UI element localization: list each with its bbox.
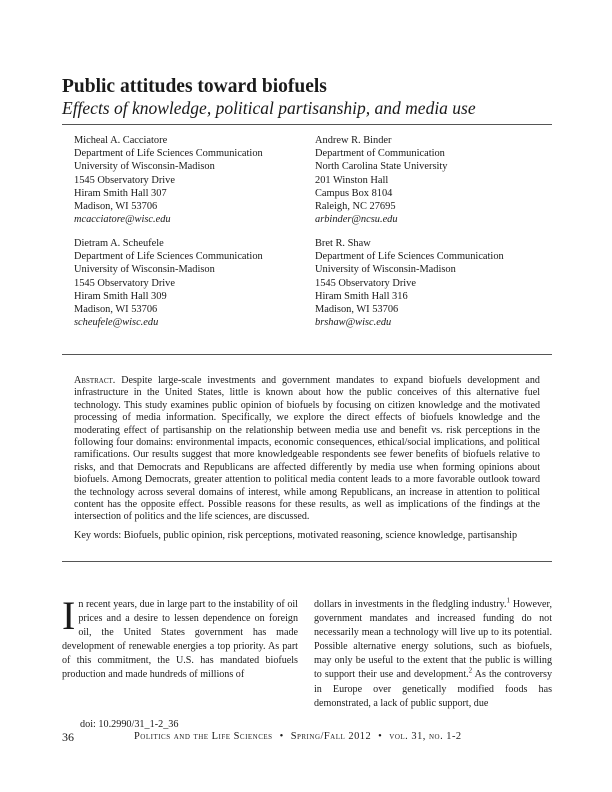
abstract: [74, 375, 540, 524]
author-name: Bret R. Shaw: [315, 238, 371, 249]
author-block: [74, 237, 263, 329]
abstract-top-rule: [62, 354, 552, 355]
author-name: Micheal A. Cacciatore: [74, 135, 168, 146]
keywords: Key words: Biofuels, public opinion, risk perceptions, motivated reasoning, science knowledge, partisanship: [74, 530, 518, 541]
body-text: As the controversy in Europe over genetically modified foods has demonstrated, a lack of public support, due: [314, 669, 553, 709]
author-affiliation-line: Hiram Smith Hall 307: [74, 187, 167, 199]
author-affiliation-line: 1545 Observatory Drive: [74, 277, 175, 289]
abstract-bottom-rule: [62, 561, 552, 562]
author-block: [74, 134, 263, 226]
author-affiliation-line: Raleigh, NC 27695: [315, 201, 396, 213]
author-affiliation-line: Campus Box 8104: [315, 187, 393, 199]
author-email[interactable]: brshaw@wisc.edu: [315, 317, 392, 329]
author-affiliation-line: Department of Life Sciences Communication: [74, 148, 263, 160]
author-name: Andrew R. Binder: [315, 135, 392, 146]
author-affiliation-line: Madison, WI 53706: [315, 304, 399, 316]
author-name: Dietram A. Scheufele: [74, 238, 164, 249]
abstract-text: Despite large-scale investments and government mandates to expand biofuels development and infrastructure in the United States, little is known about how the public conceives of this alternative fuel technology. This study examines public opinion of biofuels by focusing on citizen knowledge and the motivated processing of media information. Specifically, we explore the direct effects of biofuels knowledge and the moderating effect of partisanship on the relationship between media use and benefit vs. risk perceptions in the following four domains: environmental impacts, economic consequences, ethical/social implications, and political ramifications. Our results suggest that more knowledgeable respondents see fewer benefits of biofuels relative to risks, and that Democrats and Republicans are affected differently by media use when forming opinions about biofuels. Among Democrats, greater attention to political media content leads to a more favorable outlook toward the technology across several domains of interest, while among Republicans, an increase in attention to political content has the opposite effect. Possible reasons for these results, as well as implications of the findings at the intersection of politics and the life sciences, are discussed.: [74, 375, 540, 523]
doi[interactable]: doi: 10.2990/31_1-2_36: [80, 719, 179, 730]
bullet-separator: •: [279, 731, 284, 742]
page-number: 36: [62, 730, 74, 744]
author-affiliation-line: Madison, WI 53706: [74, 304, 158, 316]
bullet-separator: •: [378, 731, 383, 742]
author-affiliation-line: Department of Communication: [315, 148, 445, 160]
author-affiliation-line: Hiram Smith Hall 309: [74, 290, 167, 302]
author-block: [315, 237, 504, 329]
body-column-left: [62, 593, 298, 683]
drop-cap: I: [62, 593, 76, 638]
article-title: Public attitudes toward biofuels: [62, 76, 327, 97]
issue-date: Spring/Fall 2012: [290, 731, 372, 742]
footnote-marker[interactable]: 1: [506, 596, 510, 605]
author-affiliation-line: University of Wisconsin-Madison: [315, 264, 456, 276]
author-block: [315, 134, 447, 226]
body-text: dollars in investments in the fledgling industry.: [314, 599, 507, 610]
body-column-right: [314, 598, 552, 711]
author-affiliation-line: 1545 Observatory Drive: [74, 174, 175, 186]
header-rule: [62, 124, 552, 125]
author-affiliation-line: Hiram Smith Hall 316: [315, 290, 408, 302]
author-affiliation-line: Department of Life Sciences Communication: [74, 251, 263, 263]
author-email[interactable]: mcacciatore@wisc.edu: [74, 214, 171, 226]
author-affiliation-line: University of Wisconsin-Madison: [74, 264, 215, 276]
article-subtitle: Effects of knowledge, political partisanship, and media use: [62, 98, 476, 118]
author-email[interactable]: arbinder@ncsu.edu: [315, 214, 398, 226]
author-affiliation-line: Department of Life Sciences Communication: [315, 251, 504, 263]
body-text: n recent years, due in large part to the instability of oil prices and a desire to lessen dependence on foreign oil, the United States government has made development of renewable energies a top priority. As part of this commitment, the U.S. has mandated biofuels production and made hundreds of millions of: [62, 599, 298, 681]
author-email[interactable]: scheufele@wisc.edu: [74, 317, 159, 329]
body-text: However, government mandates and increased funding do not necessarily mean a technology will live up to its potential. Possible alternative energy solutions, such as biofuels, may only be useful to the extent that the public is willing to support their use and development.: [314, 599, 553, 681]
author-affiliation-line: 1545 Observatory Drive: [315, 277, 416, 289]
abstract-label: Abstract.: [74, 375, 116, 386]
author-affiliation-line: University of Wisconsin-Madison: [74, 161, 215, 173]
footnote-marker[interactable]: 2: [468, 667, 473, 676]
author-affiliation-line: North Carolina State University: [315, 161, 448, 173]
journal-name: Politics and the Life Sciences: [134, 731, 273, 742]
author-affiliation-line: Madison, WI 53706: [74, 201, 158, 213]
volume-info: vol. 31, no. 1-2: [389, 731, 462, 742]
running-footer: [134, 731, 462, 742]
author-affiliation-line: 201 Winston Hall: [315, 174, 389, 186]
